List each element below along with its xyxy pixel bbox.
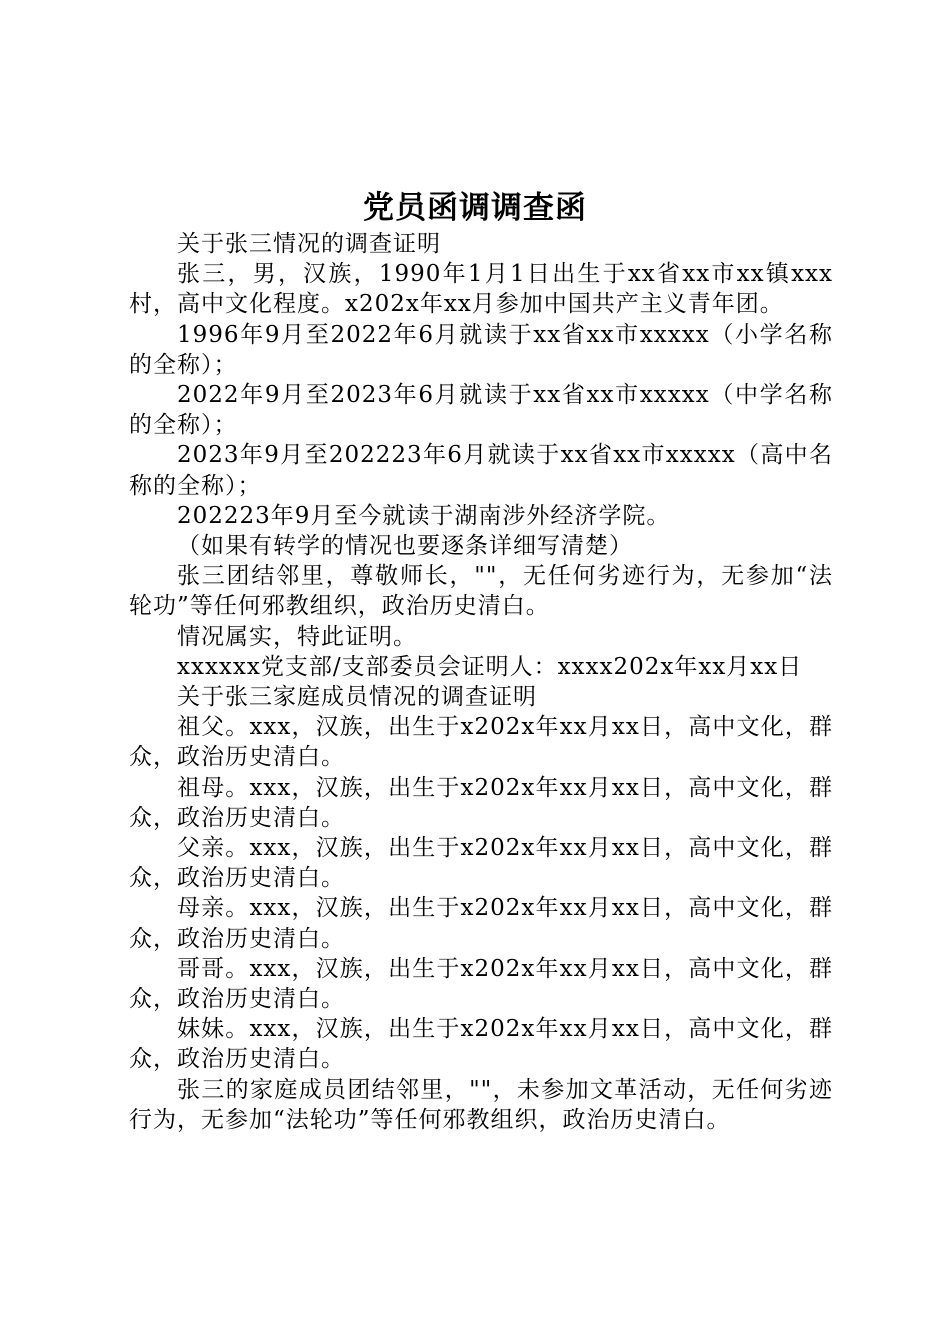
section-heading-personal: 关于张三情况的调查证明 xyxy=(177,231,441,257)
document-title: 党员函调调查函 xyxy=(363,190,587,226)
family-conduct-statement: 张三的家庭成员团结邻里，""，未参加文革活动，无任何劣迹行为，无参加“法轮功”等任何邪教组织，政治历史清白。 xyxy=(129,1076,833,1133)
education-college: 202223年9月至今就读于湖南涉外经济学院。 xyxy=(177,502,671,529)
education-middle: 2022年9月至2023年6月就读于xx省xx市xxxxx（中学名称的全称）； xyxy=(129,382,833,439)
section-heading-family: 关于张三家庭成员情况的调查证明 xyxy=(177,684,537,711)
family-member-mother: 母亲。xxx，汉族，出生于x202x年xx月xx日，高中文化，群众，政治历史清白。 xyxy=(129,895,833,952)
family-member-grandmother: 祖母。xxx，汉族，出生于x202x年xx月xx日，高中文化，群众，政治历史清白。 xyxy=(129,774,833,831)
personal-info-paragraph: 张三，男，汉族，1990年1月1日出生于xx省xx市xx镇xxx村，高中文化程度。x202x年xx月参加中国共产主义青年团。 xyxy=(129,261,833,318)
education-primary: 1996年9月至2022年6月就读于xx省xx市xxxxx（小学名称的全称）； xyxy=(129,321,833,378)
family-member-grandfather: 祖父。xxx，汉族，出生于x202x年xx月xx日，高中文化，群众，政治历史清白。 xyxy=(129,714,833,771)
conduct-statement: 张三团结邻里，尊敬师长，""，无任何劣迹行为，无参加“法轮功”等任何邪教组织，政治历史清白。 xyxy=(129,563,833,620)
family-member-brother: 哥哥。xxx，汉族，出生于x202x年xx月xx日，高中文化，群众，政治历史清白。 xyxy=(129,955,833,1013)
document-body xyxy=(129,229,833,1135)
signature-line: xxxxxx党支部/支部委员会证明人：xxxx202x年xx月xx日 xyxy=(177,653,803,680)
family-member-sister: 妹妹。xxx，汉族，出生于x202x年xx月xx日，高中文化，群众，政治历史清白。 xyxy=(129,1016,833,1073)
family-member-father: 父亲。xxx，汉族，出生于x202x年xx月xx日，高中文化，群众，政治历史清白。 xyxy=(129,835,833,892)
transfer-note: （如果有转学的情况也要逐条详细写清楚） xyxy=(177,533,633,560)
certification-statement: 情况属实，特此证明。 xyxy=(177,623,417,650)
education-high: 2023年9月至202223年6月就读于xx省xx市xxxxx（高中名称的全称）； xyxy=(129,442,833,499)
